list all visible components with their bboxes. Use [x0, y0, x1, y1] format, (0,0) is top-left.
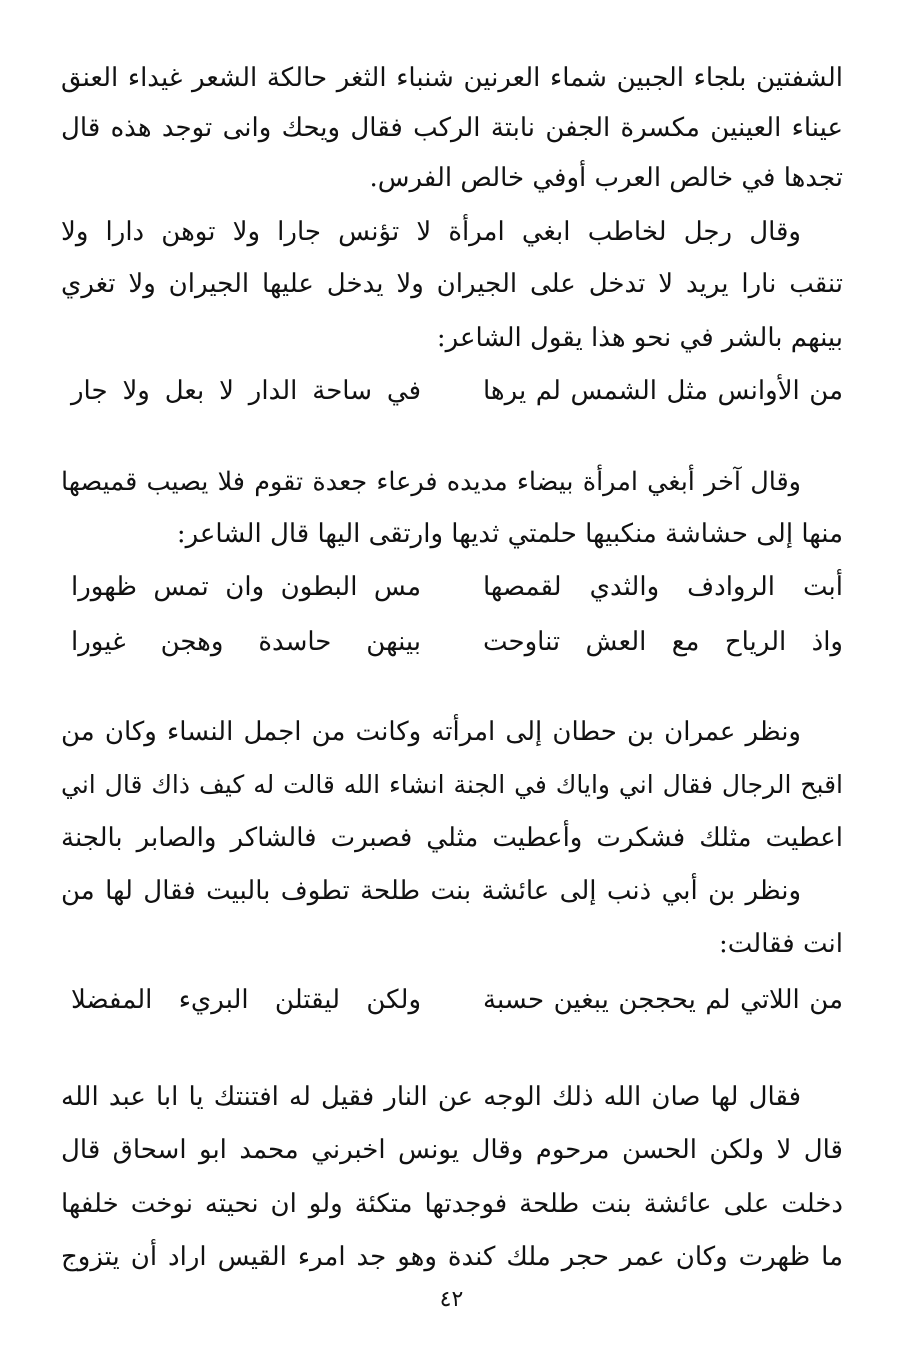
paragraph-start-line: ونظر بن أبي ذنب إلى عائشة بنت طلحة تطوف بالبيت فقال لها من	[61, 876, 801, 906]
verse-second-hemistich: مس البطون وان تمس ظهورا	[71, 572, 421, 602]
verse-second-hemistich: في ساحة الدار لا بعل ولا جار	[71, 376, 421, 406]
verse-second-hemistich: بينهن حاسدة وهجن غيورا	[71, 627, 421, 657]
verse-first-hemistich: أبت الروادف والثدي لقمصها	[483, 572, 843, 602]
text-line: منها إلى حشاشة منكبيها حلمتي ثديها وارتقى اليها قال الشاعر:	[176, 519, 843, 549]
text-line: تنقب نارا يريد لا تدخل على الجيران ولا يدخل عليها الجيران ولا تغري	[61, 269, 843, 299]
poem-verse	[61, 371, 843, 411]
paragraph-start-line: وقال رجل لخاطب ابغي امرأة لا تؤنس جارا ولا توهن دارا ولا	[61, 217, 801, 247]
verse-first-hemistich: من اللاتي لم يحججن يبغين حسبة	[483, 985, 843, 1015]
text-line: ما ظهرت وكان عمر حجر ملك كندة وهو جد امرء القيس اراد أن يتزوج	[61, 1242, 843, 1272]
verse-first-hemistich: واذ الرياح مع العش تناوحت	[483, 627, 843, 657]
text-line: اعطيت مثلك فشكرت وأعطيت مثلي فصبرت فالشاكر والصابر بالجنة	[61, 823, 843, 853]
verse-first-hemistich: من الأوانس مثل الشمس لم يرها	[483, 376, 843, 406]
page-number: ٤٢	[439, 1287, 464, 1312]
paragraph-start-line: وقال آخر أبغي امرأة بيضاء مديده فرعاء جعدة تقوم فلا يصيب قميصها	[61, 467, 801, 497]
text-line: قال لا ولكن الحسن مرحوم وقال يونس اخبرني محمد ابو اسحاق قال	[61, 1135, 843, 1165]
text-line: تجدها في خالص العرب أوفي خالص الفرس.	[369, 163, 843, 193]
text-line: الشفتين بلجاء الجبين شماء العرنين شنباء الثغر حالكة الشعر غيداء العنق	[61, 63, 843, 93]
paragraph-start-line: ونظر عمران بن حطان إلى امرأته وكانت من اجمل النساء وكان من	[61, 717, 801, 747]
text-line: انت فقالت:	[719, 929, 843, 959]
poem-verse	[61, 567, 843, 607]
text-line: دخلت على عائشة بنت طلحة فوجدتها متكئة ولو ان نحيته نوخت خلفها	[61, 1189, 843, 1219]
text-line: عيناء العينين مكسرة الجفن نابتة الركب فقال ويحك وانى توجد هذه قال	[61, 113, 843, 143]
poem-verse	[61, 622, 843, 662]
text-line: اقبح الرجال فقال اني واياك في الجنة انشاء الله قالت له كيف ذاك قال اني	[61, 770, 843, 799]
verse-second-hemistich: ولكن ليقتلن البريء المفضلا	[71, 985, 421, 1015]
paragraph-start-line: فقال لها صان الله ذلك الوجه عن النار فقيل له افتنتك يا ابا عبد الله	[61, 1082, 801, 1112]
poem-verse	[61, 980, 843, 1020]
text-line: بينهم بالشر في نحو هذا يقول الشاعر:	[436, 323, 843, 353]
